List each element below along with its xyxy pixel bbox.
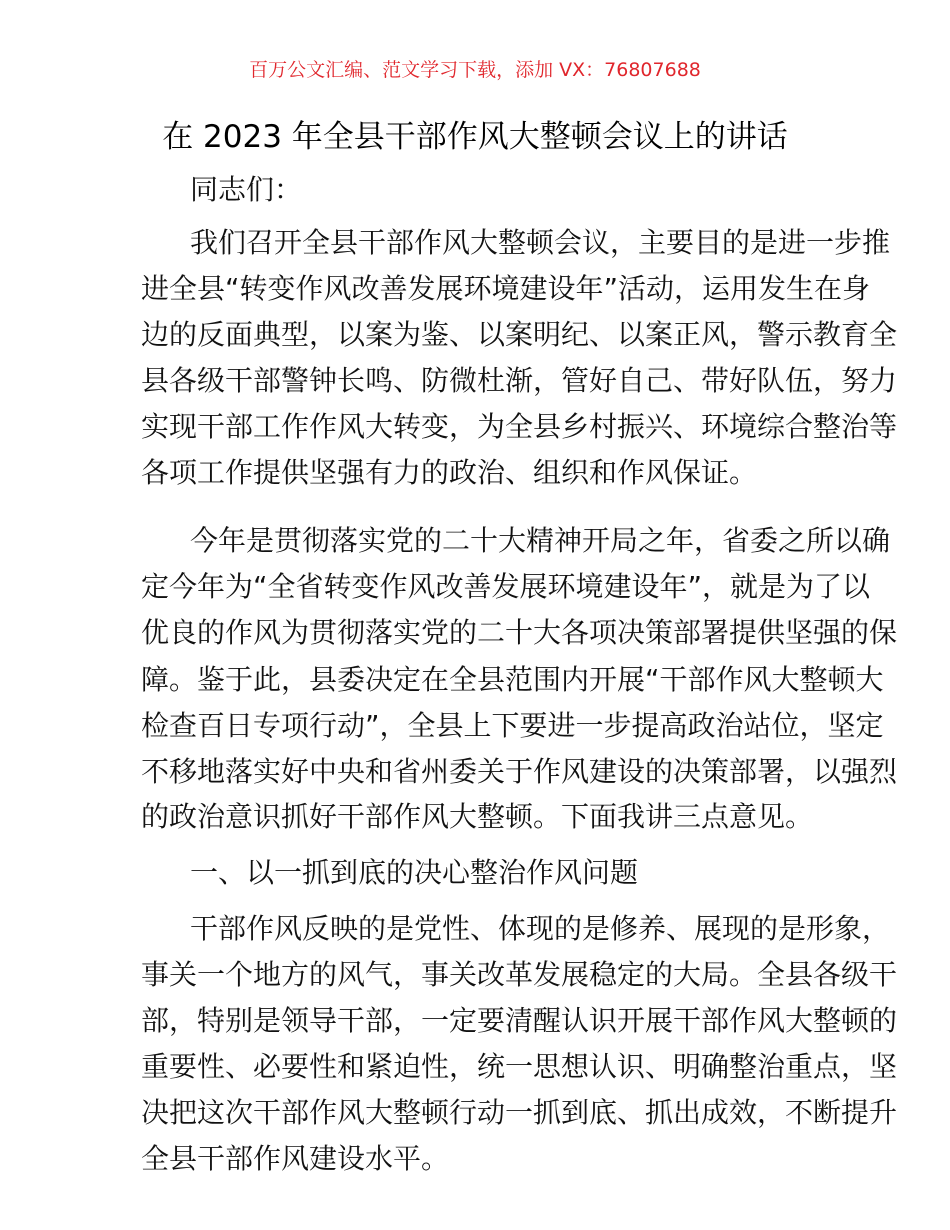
paragraph-line: 不移地落实好中央和省州委关于作风建设的决策部署，以强烈 bbox=[141, 755, 898, 788]
paragraph-line: 我们召开全县干部作风大整顿会议，主要目的是进一步推 bbox=[190, 226, 891, 259]
paragraph-line: 干部作风反映的是党性、体现的是修养、展现的是形象， bbox=[190, 912, 891, 945]
paragraph-line: 边的反面典型，以案为鉴、以案明纪、以案正风，警示教育全 bbox=[141, 318, 898, 351]
paragraph-line: 事关一个地方的风气，事关改革发展稳定的大局。全县各级干 bbox=[141, 958, 898, 991]
paragraph-line: 决把这次干部作风大整顿行动一抓到底、抓出成效，不断提升 bbox=[141, 1096, 898, 1129]
paragraph-line: 优良的作风为贯彻落实党的二十大各项决策部署提供坚强的保 bbox=[141, 616, 898, 649]
paragraph-line: 今年是贯彻落实党的二十大精神开局之年，省委之所以确 bbox=[190, 524, 891, 557]
paragraph-line: 重要性、必要性和紧迫性，统一思想认识、明确整治重点，坚 bbox=[141, 1050, 898, 1083]
document-title: 在 2023 年全县干部作风大整顿会议上的讲话 bbox=[162, 119, 788, 155]
paragraph-line: 部，特别是领导干部，一定要清醒认识开展干部作风大整顿的 bbox=[141, 1004, 898, 1037]
paragraph-line: 进全县“转变作风改善发展环境建设年”活动，运用发生在身 bbox=[141, 272, 871, 305]
paragraph-line: 检查百日专项行动”，全县上下要进一步提高政治站位，坚定 bbox=[141, 709, 884, 742]
watermark-header: 百万公文汇编、范文学习下载，添加 VX：76807688 bbox=[249, 59, 701, 81]
section-heading-1: 一、以一抓到底的决心整治作风问题 bbox=[190, 856, 639, 889]
paragraph-line: 障。鉴于此，县委决定在全县范围内开展“干部作风大整顿大 bbox=[141, 663, 884, 696]
paragraph-line: 各项工作提供坚强有力的政治、组织和作风保证。 bbox=[141, 456, 758, 489]
paragraph-line: 定今年为“全省转变作风改善发展环境建设年”，就是为了以 bbox=[141, 570, 871, 603]
paragraph-line: 县各级干部警钟长鸣、防微杜渐，管好自己、带好队伍，努力 bbox=[141, 364, 898, 397]
paragraph-line: 的政治意识抓好干部作风大整顿。下面我讲三点意见。 bbox=[141, 800, 814, 833]
paragraph-line: 实现干部工作作风大转变，为全县乡村振兴、环境综合整治等 bbox=[141, 410, 898, 443]
paragraph-line: 全县干部作风建设水平。 bbox=[141, 1142, 450, 1175]
salutation: 同志们： bbox=[190, 173, 303, 206]
